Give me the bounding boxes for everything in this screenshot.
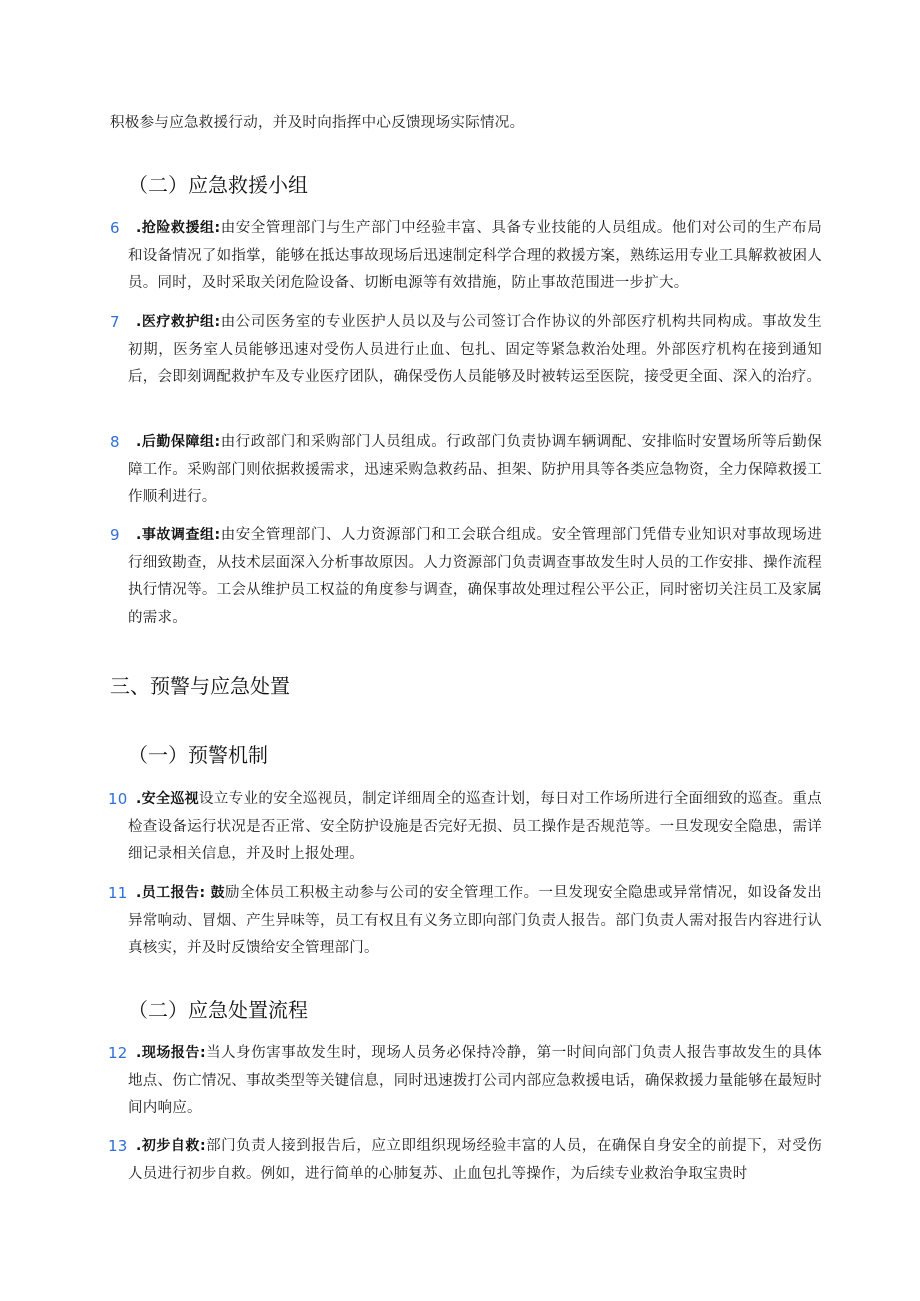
list-item-body	[128, 786, 822, 869]
list-item-label: .现场报告:	[136, 1045, 206, 1061]
list-item-text: 由行政部门和采购部门人员组成。行政部门负责协调车辆调配、安排临时安置场所等后勤保障工作。采购部门则依据救援需求，迅速采购急救药品、担架、防护用具等各类应急物资，全力保障救援工作顺利进行。	[128, 434, 822, 505]
list-item-text: 设立专业的安全巡视员，制定详细周全的巡查计划，每日对工作场所进行全面细致的巡查。重点检查设备运行状况是否正常、安全防护设施是否完好无损、员工操作是否规范等。一旦发现安全隐患，需详细记录相关信息，并及时上报处理。	[128, 791, 822, 862]
list-number: 9	[110, 526, 120, 544]
list-item-body	[128, 215, 822, 298]
list-item-label: .初步自救:	[136, 1138, 206, 1154]
list-item-body	[128, 1040, 822, 1123]
list-item-text: 由公司医务室的专业医护人员以及与公司签订合作协议的外部医疗机构共同构成。事故发生初期，医务室人员能够迅速对受伤人员进行止血、包扎、固定等紧急救治处理。外部医疗机构在接到通知后，会即刻调配救护车及专业医疗团队，确保受伤人员能够及时被转运至医院，接受更全面、深入的治疗。	[128, 314, 822, 385]
intro-paragraph: 积极参与应急救援行动，并及时向指挥中心反馈现场实际情况。	[110, 115, 525, 131]
list-item-13	[110, 1133, 830, 1188]
list-number: 7	[110, 313, 120, 331]
list-item-text: 部门负责人接到报告后，应立即组织现场经验丰富的人员，在确保自身安全的前提下，对受伤人员进行初步自救。例如，进行简单的心肺复苏、止血包扎等操作，为后续专业救治争取宝贵时	[128, 1138, 822, 1182]
list-item-label: .医疗救护组:	[136, 314, 221, 330]
list-item-10	[110, 786, 830, 869]
list-item-12	[110, 1040, 830, 1123]
list-item-6	[110, 215, 830, 298]
list-item-11	[110, 880, 830, 963]
list-item-text: 励全体员工积极主动参与公司的安全管理工作。一旦发现安全隐患或异常情况，如设备发出异常响动、冒烟、产生异味等，员工有权且有义务立即向部门负责人报告。部门负责人需对报告内容进行认真核实，并及时反馈给安全管理部门。	[128, 885, 822, 956]
list-number: 10	[108, 790, 128, 808]
list-item-label: .后勤保障组:	[136, 434, 221, 450]
list-item-body	[128, 309, 822, 392]
list-item-label: .抢险救援组:	[136, 220, 221, 236]
list-number: 11	[108, 884, 128, 902]
list-item-body	[128, 1133, 822, 1188]
list-item-label: .事故调查组:	[136, 527, 221, 543]
list-number: 13	[108, 1137, 128, 1155]
list-item-text: 由安全管理部门、人力资源部门和工会联合组成。安全管理部门凭借专业知识对事故现场进行细致勘查，从技术层面深入分析事故原因。人力资源部门负责调查事故发生时人员的工作安排、操作流程执行情况等。工会从维护员工权益的角度参与调查，确保事故处理过程公平公正，同时密切关注员工及家属的需求。	[128, 527, 822, 626]
list-item-label: .安全巡视	[136, 791, 199, 807]
list-item-body	[128, 429, 822, 512]
list-number: 12	[108, 1044, 128, 1062]
list-item-text: 当人身伤害事故发生时，现场人员务必保持冷静，第一时间向部门负责人报告事故发生的具体地点、伤亡情况、事故类型等关键信息，同时迅速拨打公司内部应急救援电话，确保救援力量能够在最短时间内响应。	[128, 1045, 822, 1116]
section-heading-warning: （一）预警机制	[128, 743, 268, 767]
list-number: 6	[110, 219, 120, 237]
section-heading-response-process: （二）应急处置流程	[128, 998, 308, 1022]
list-item-9	[110, 522, 830, 632]
list-item-7	[110, 309, 830, 392]
chapter-heading-warning-response: 三、预警与应急处置	[110, 674, 290, 698]
list-item-body	[128, 880, 822, 963]
list-item-text: 由安全管理部门与生产部门中经验丰富、具备专业技能的人员组成。他们对公司的生产布局和设备情况了如指掌，能够在抵达事故现场后迅速制定科学合理的救援方案，熟练运用专业工具解救被困人员。同时，及时采取关闭危险设备、切断电源等有效措施，防止事故范围进一步扩大。	[128, 220, 822, 291]
section-heading-rescue-groups: （二）应急救援小组	[128, 173, 308, 197]
list-item-8	[110, 429, 830, 512]
list-number: 8	[110, 433, 120, 451]
list-item-label: .员工报告: 鼓	[136, 885, 226, 901]
list-item-body	[128, 522, 822, 632]
